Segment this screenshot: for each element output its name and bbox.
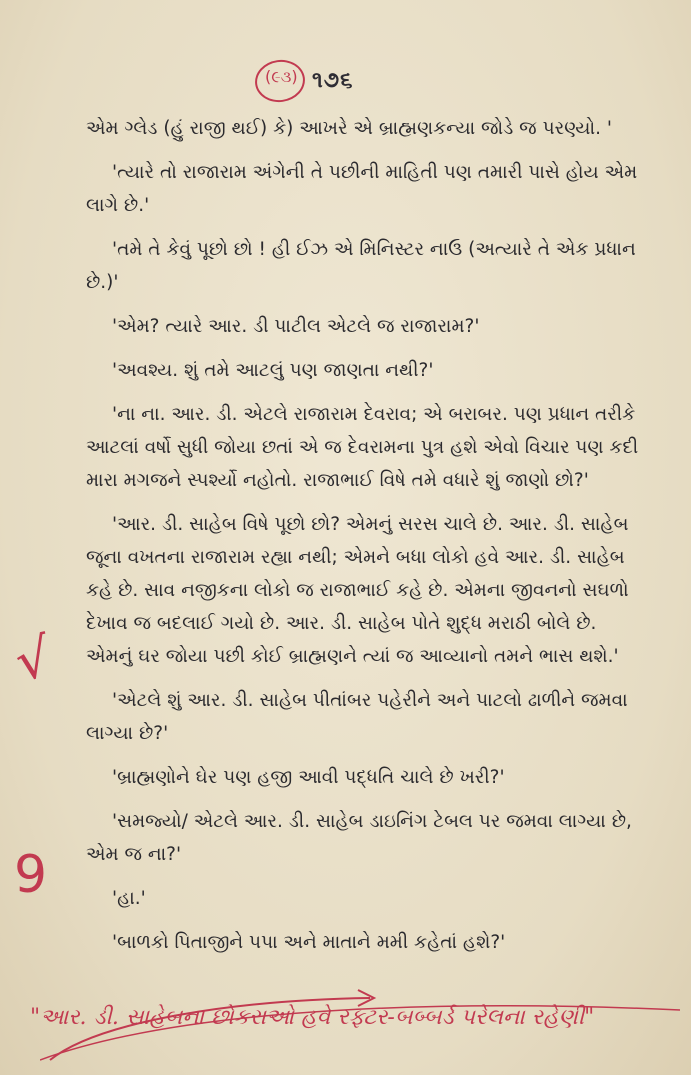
- paragraph: 'એટલે શું આર. ડી. સાહેબ પીતાંબર પહેરીને અને પાટલો ઢાળીને જમવા લાગ્યા છે?': [86, 690, 628, 744]
- paragraph: 'સમજ્યો/ એટલે આર. ડી. સાહેબ ડાઇનિંગ ટેબલ પર જમવા લાગ્યા છે, એમ જ ના?': [86, 811, 632, 865]
- margin-number-mark: 9: [14, 845, 48, 905]
- paragraph: 'બ્રાહ્મણોને ઘેર પણ હજી આવી પદ્ધતિ ચાલે છે ખરી?': [112, 767, 505, 788]
- page-number: ૧૭૬: [312, 68, 354, 93]
- paragraph: 'ના ના. આર. ડી. એટલે રાજારામ દેવરાવ; એ બરાબર. પણ પ્રધાન તરીકે આટલાં વર્ષો સુધી જોયા છતાં એ જ દેવરામના પુત્ર હશે એવો વિચાર પણ કદી મારા મગજને સ્પર્શ્યો નહોતો. રાજાભાઈ વિષે તમે વધારે શું જાણો છો?': [86, 404, 639, 491]
- paragraph: 'અવશ્ય. શું તમે આટલું પણ જાણતા નથી?': [112, 360, 434, 381]
- paragraph: 'હા.': [112, 888, 146, 909]
- paragraph: એમ ગ્લેડ (હું રાજી થઈ) કે) આખરે એ બ્રાહ્મણકન્યા જોડે જ પરણ્યો. ': [86, 118, 612, 139]
- paragraph: 'તમે તે કેવું પૂછો છો ! હી ઈઝ એ મિનિસ્ટર નાઉ (અત્યારે તે એક પ્રધાન છે.)': [86, 239, 636, 293]
- paragraph: 'બાળકો પિતાજીને પપા અને માતાને મમી કહેતાં હશે?': [112, 932, 506, 953]
- body-text: [86, 112, 646, 970]
- margin-tick-mark: √: [9, 625, 57, 694]
- paragraph: 'આર. ડી. સાહેબ વિષે પૂછો છો? એમનું સરસ ચાલે છે. આર. ડી. સાહેબ જૂના વખતના રાજારામ રહ્યા નથી; એમને બધા લોકો હવે આર. ડી. સાહેબ કહે છે. સાવ નજીકના લોકો જ રાજાભાઈ કહે છે. એમના જીવનનો સઘળો દેખાવ જ બદલાઈ ગયો છે. આર. ડી. સાહેબ પોતે શુદ્ધ મરાઠી બોલે છે. એમનું ઘર જોયા પછી કોઈ બ્રાહ્મણને ત્યાં જ આવ્યાનો તમને ભાસ થશે.': [86, 514, 629, 667]
- handwritten-note: "આર. ડી. સાહેબના છોકરાઓ હવે રફ્ટર-બબ્બર્ડ પરેલના રહેણી": [30, 1005, 595, 1030]
- paragraph: 'ત્યારે તો રાજારામ અંગેની તે પછીની માહિતી પણ તમારી પાસે હોય એમ લાગે છે.': [86, 162, 638, 216]
- paragraph: 'એમ? ત્યારે આર. ડી પાટીલ એટલે જ રાજારામ?': [112, 316, 480, 337]
- circled-annotation: (૯૩): [265, 67, 298, 86]
